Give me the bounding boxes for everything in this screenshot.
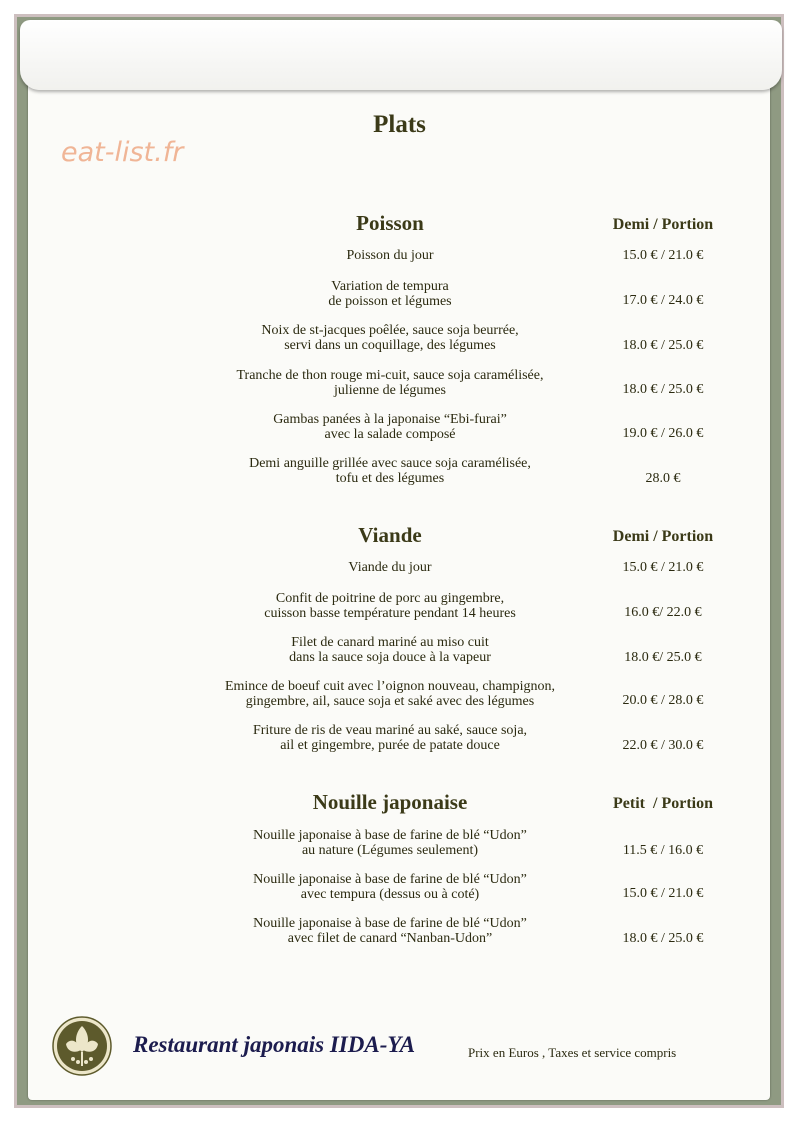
menu-item-price: 22.0 € / 30.0 €: [622, 738, 704, 753]
menu-item: Poisson du jour: [346, 248, 434, 263]
column-header-poisson: Demi / Portion: [612, 216, 714, 233]
menu-item-price: 18.0 € / 25.0 €: [622, 338, 704, 353]
page-title: Plats: [373, 111, 426, 138]
menu-item-price: 15.0 € / 21.0 €: [622, 248, 704, 263]
menu-item: Nouille japonaise à base de farine de blé “Udon” au nature (Légumes seulement): [253, 828, 527, 858]
restaurant-name: Restaurant japonais IIDA-YA: [133, 1032, 416, 1057]
menu-item: Variation de tempura de poisson et légumes: [328, 279, 452, 309]
menu-item: Nouille japonaise à base de farine de blé “Udon” avec filet de canard “Nanban-Udon”: [253, 916, 527, 946]
menu-item: Friture de ris de veau mariné au saké, sauce soja, ail et gingembre, purée de patate douce: [252, 723, 528, 753]
menu-item: Gambas panées à la japonaise “Ebi-furai” avec la salade composé: [273, 412, 507, 442]
column-header-viande: Demi / Portion: [612, 528, 714, 545]
menu-item-price: 28.0 €: [645, 471, 681, 486]
watermark: eat-list.fr: [61, 137, 184, 168]
menu-item-price: 11.5 € / 16.0 €: [622, 843, 704, 858]
menu-item-price: 19.0 € / 26.0 €: [622, 426, 704, 441]
menu-item-price: 16.0 €/ 22.0 €: [624, 605, 702, 620]
menu-item: Confit de poitrine de porc au gingembre, cuisson basse température pendant 14 heures: [264, 591, 516, 621]
menu-item-price: 18.0 € / 25.0 €: [622, 931, 704, 946]
menu-item: Tranche de thon rouge mi-cuit, sauce soja caramélisée, julienne de légumes: [236, 368, 544, 398]
menu-item: Filet de canard mariné au miso cuit dans la sauce soja douce à la vapeur: [289, 635, 491, 665]
leaf-crest-icon: [52, 1016, 112, 1076]
menu-item-price: 20.0 € / 28.0 €: [622, 693, 704, 708]
paper-top-fold: [20, 20, 782, 90]
menu-item: Demi anguille grillée avec sauce soja caramélisée, tofu et des légumes: [249, 456, 531, 486]
price-note: Prix en Euros , Taxes et service compris: [468, 1045, 677, 1060]
menu-item-price: 18.0 € / 25.0 €: [622, 382, 704, 397]
menu-item: Viande du jour: [348, 560, 432, 575]
menu-item: Noix de st-jacques poêlée, sauce soja beurrée, servi dans un coquillage, des légumes: [261, 323, 519, 353]
menu-item: Emince de boeuf cuit avec l’oignon nouveau, champignon, gingembre, ail, sauce soja et saké avec des légumes: [224, 679, 556, 709]
menu-item-price: 18.0 €/ 25.0 €: [624, 650, 702, 665]
menu-item-price: 15.0 € / 21.0 €: [622, 560, 704, 575]
menu-item-price: 15.0 € / 21.0 €: [622, 886, 704, 901]
section-title-nouille: Nouille japonaise: [312, 790, 468, 814]
menu-item-price: 17.0 € / 24.0 €: [622, 293, 704, 308]
column-header-nouille: Petit / Portion: [613, 795, 713, 812]
section-title-viande: Viande: [358, 523, 422, 547]
section-title-poisson: Poisson: [356, 211, 424, 235]
menu-item: Nouille japonaise à base de farine de blé “Udon” avec tempura (dessus ou à coté): [253, 872, 527, 902]
